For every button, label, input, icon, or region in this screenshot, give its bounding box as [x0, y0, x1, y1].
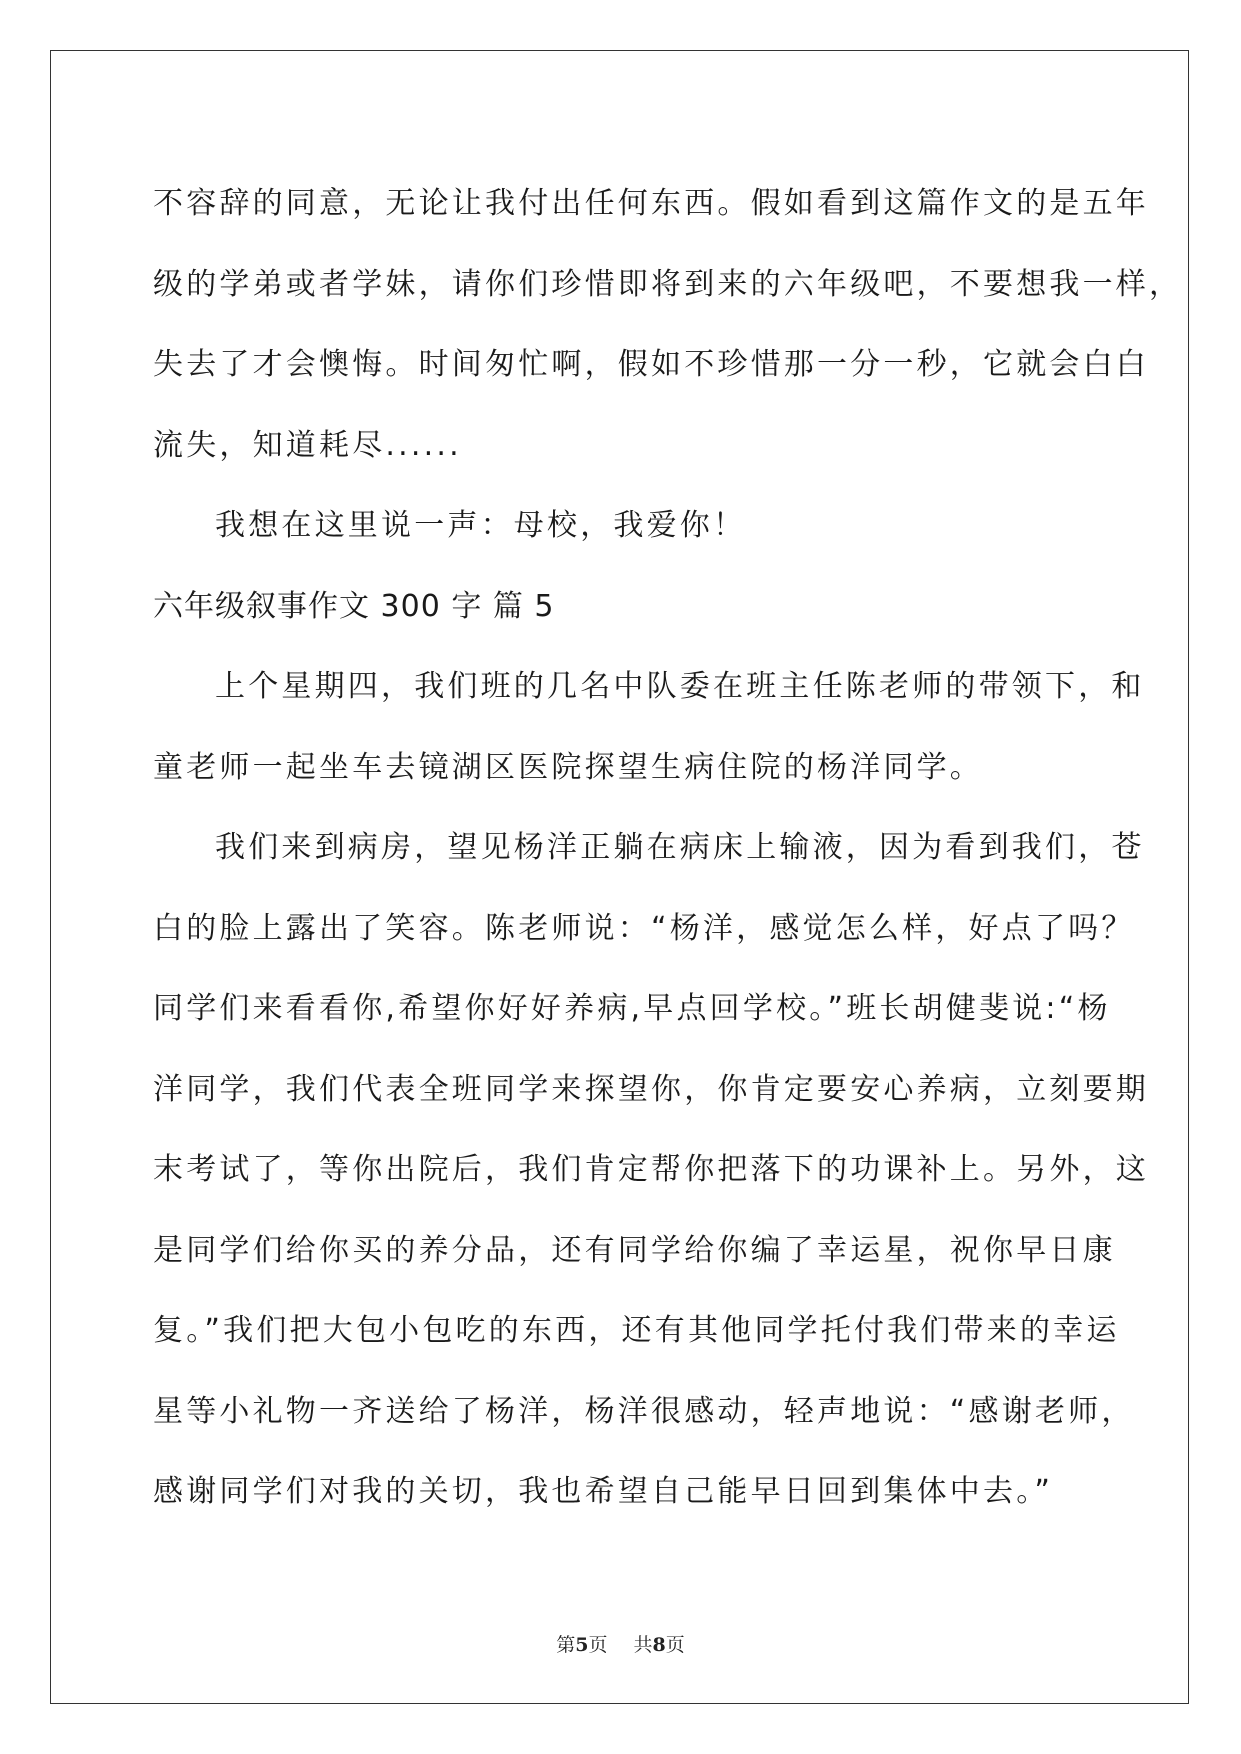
total-pages: 8: [652, 1634, 666, 1656]
text-line: 我想在这里说一声：母校，我爱你！: [215, 508, 747, 543]
text-line: 星等小礼物一齐送给了杨洋，杨洋很感动，轻声地说：“感谢老师，: [153, 1393, 1135, 1429]
page-footer: [0, 1630, 1241, 1657]
text-line: 上个星期四，我们班的几名中队委在班主任陈老师的带领下，和: [215, 669, 1145, 704]
text-line: 洋同学，我们代表全班同学来探望你，你肯定要安心养病，立刻要期: [153, 1071, 1149, 1107]
page-number: 5: [575, 1634, 589, 1656]
text-line: 不容辞的同意，无论让我付出任何东西。假如看到这篇作文的是五年: [153, 186, 1149, 221]
text-line: 白的脸上露出了笑容。陈老师说：“杨洋，感觉怎么样，好点了吗？: [153, 910, 1135, 946]
text-line: 级的学弟或者学妹，请你们珍惜即将到来的六年级吧，不要想我一样，: [153, 266, 1183, 302]
text-line: 我们来到病房，望见杨洋正躺在病床上输液，因为看到我们，苍: [215, 830, 1145, 865]
total-suffix: 页: [665, 1634, 685, 1656]
page-prefix: 第: [556, 1634, 576, 1656]
section-heading: 六年级叙事作文 300 字 篇 5: [153, 588, 555, 624]
total-prefix: 共: [633, 1634, 653, 1656]
text-line: 感谢同学们对我的关切，我也希望自己能早日回到集体中去。”: [153, 1474, 1054, 1509]
text-line: 童老师一起坐车去镜湖区医院探望生病住院的杨洋同学。: [153, 749, 983, 785]
page-suffix: 页: [588, 1634, 608, 1656]
text-line: 流失，知道耗尽......: [153, 427, 462, 463]
text-line: 同学们来看看你,希望你好好养病,早点回学校。”班长胡健斐说:“杨: [153, 991, 1111, 1026]
text-line: 是同学们给你买的养分品，还有同学给你编了幸运星，祝你早日康: [153, 1232, 1116, 1268]
text-line: 失去了才会懊悔。时间匆忙啊，假如不珍惜那一分一秒，它就会白白: [153, 347, 1149, 382]
text-line: 末考试了，等你出院后，我们肯定帮你把落下的功课补上。另外，这: [153, 1152, 1149, 1187]
document-body: [153, 164, 1183, 1533]
text-line: 复。”我们把大包小包吃的东西，还有其他同学托付我们带来的幸运: [153, 1313, 1120, 1348]
